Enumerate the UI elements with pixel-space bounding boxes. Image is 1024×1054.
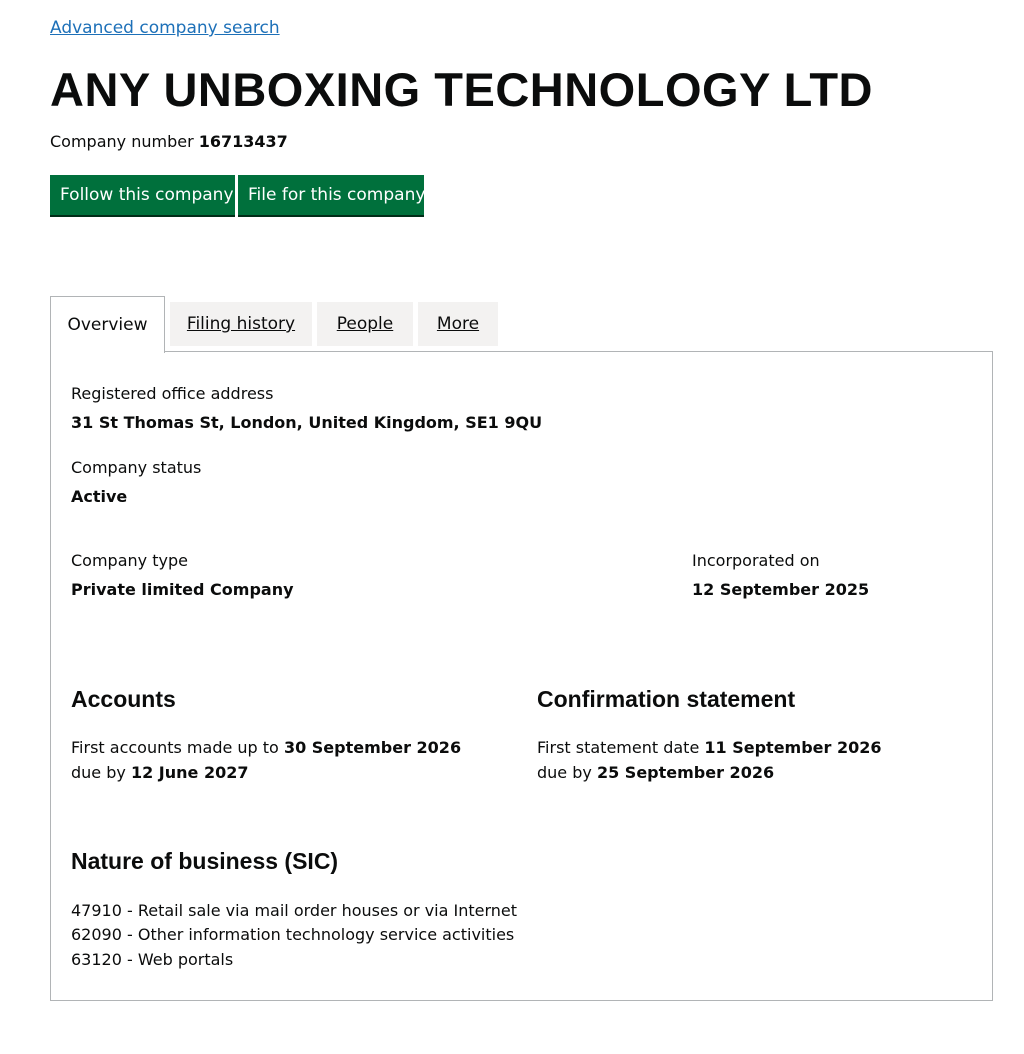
confirmation-due-prefix: due by xyxy=(537,763,592,782)
confirmation-first-line xyxy=(537,738,882,757)
accounts-due-date: 12 June 2027 xyxy=(130,763,249,782)
sic-item: 62090 - Other information technology service activities xyxy=(71,925,515,944)
confirmation-due-line xyxy=(537,763,774,782)
incorporated-on-value: 12 September 2025 xyxy=(692,580,870,599)
company-type-value: Private limited Company xyxy=(71,580,294,599)
tab-people[interactable]: People xyxy=(317,302,413,346)
confirmation-first-prefix: First statement date xyxy=(537,738,700,757)
tab-more[interactable]: More xyxy=(418,302,498,346)
company-type-label: Company type xyxy=(71,551,188,570)
advanced-company-search-link[interactable]: Advanced company search xyxy=(50,18,280,38)
accounts-heading: Accounts xyxy=(71,686,176,712)
company-number-value: 16713437 xyxy=(198,132,288,151)
accounts-due-line xyxy=(71,763,248,782)
accounts-first-line xyxy=(71,738,461,757)
company-status-label: Company status xyxy=(71,458,202,477)
confirmation-due-date: 25 September 2026 xyxy=(596,763,775,782)
follow-company-button[interactable]: Follow this company xyxy=(50,175,235,215)
confirmation-first-date: 11 September 2026 xyxy=(704,738,882,757)
tab-filing-history[interactable]: Filing history xyxy=(170,302,312,346)
company-name-title: ANY UNBOXING TECHNOLOGY LTD xyxy=(50,63,873,116)
accounts-first-date: 30 September 2026 xyxy=(283,738,462,757)
registered-office-value: 31 St Thomas St, London, United Kingdom, SE1 9QU xyxy=(71,413,543,432)
sic-item: 63120 - Web portals xyxy=(71,950,234,969)
company-number xyxy=(50,132,288,151)
file-for-company-button[interactable]: File for this company xyxy=(238,175,424,215)
nature-of-business-heading: Nature of business (SIC) xyxy=(71,848,339,874)
sic-item: 47910 - Retail sale via mail order houses or via Internet xyxy=(71,901,518,920)
accounts-first-prefix: First accounts made up to xyxy=(71,738,279,757)
company-number-label: Company number xyxy=(50,132,194,151)
confirmation-statement-heading: Confirmation statement xyxy=(537,686,796,712)
tab-overview[interactable]: Overview xyxy=(50,296,165,353)
company-status-value: Active xyxy=(71,487,128,506)
incorporated-on-label: Incorporated on xyxy=(692,551,820,570)
accounts-due-prefix: due by xyxy=(71,763,126,782)
registered-office-label: Registered office address xyxy=(71,384,274,403)
